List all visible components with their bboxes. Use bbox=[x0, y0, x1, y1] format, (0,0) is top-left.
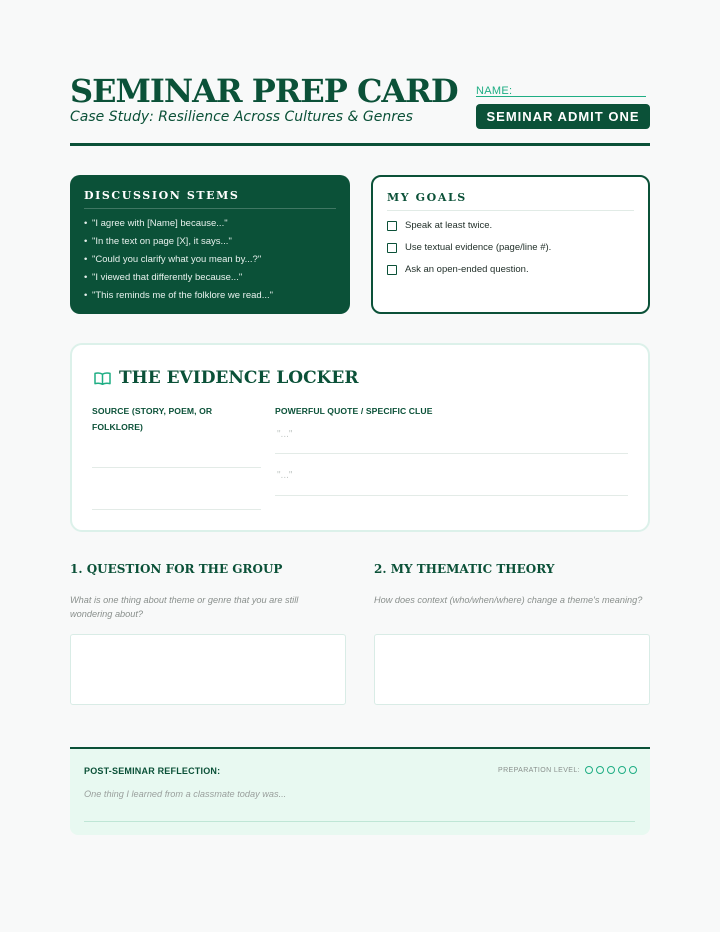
theory-answer-box[interactable] bbox=[374, 634, 650, 705]
goals-card bbox=[371, 175, 650, 314]
rating-dot[interactable] bbox=[585, 766, 593, 774]
evidence-locker-card bbox=[70, 343, 650, 532]
stem-item: • "Could you clarify what you mean by...?" bbox=[84, 251, 336, 269]
question-prompt: What is one thing about theme or genre that you are still wondering about? bbox=[70, 595, 299, 619]
page-title: SEMINAR PREP CARD bbox=[70, 72, 458, 110]
page-subtitle: Case Study: Resilience Across Cultures & Genres bbox=[70, 109, 413, 125]
book-icon bbox=[94, 372, 111, 385]
quote-column-header: POWERFUL QUOTE / SPECIFIC CLUE bbox=[275, 406, 433, 416]
stem-item: • "I agree with [Name] because..." bbox=[84, 215, 336, 233]
name-field[interactable] bbox=[476, 81, 646, 97]
admit-badge: SEMINAR ADMIT ONE bbox=[476, 104, 650, 129]
goal-label: Use textual evidence (page/line #). bbox=[405, 242, 552, 253]
theory-section-title: 2. MY THEMATIC THEORY bbox=[374, 562, 555, 576]
reflection-prompt: One thing I learned from a classmate today was... bbox=[84, 789, 287, 799]
stem-item: • "I viewed that differently because..." bbox=[84, 269, 336, 287]
discussion-stems-heading: DISCUSSION STEMS bbox=[84, 189, 336, 209]
source-line[interactable] bbox=[92, 509, 261, 510]
quote-placeholder: "..." bbox=[277, 470, 293, 481]
source-header-line: SOURCE (STORY, POEM, OR bbox=[92, 406, 213, 416]
stem-item: • "This reminds me of the folklore we read..." bbox=[84, 287, 336, 305]
rating-dot[interactable] bbox=[618, 766, 626, 774]
stem-item: • "In the text on page [X], it says..." bbox=[84, 233, 336, 251]
goal-label: Ask an open-ended question. bbox=[405, 264, 529, 275]
rating-dot[interactable] bbox=[596, 766, 604, 774]
rating-dot[interactable] bbox=[607, 766, 615, 774]
name-label: NAME: bbox=[476, 85, 513, 97]
evidence-locker-title: THE EVIDENCE LOCKER bbox=[119, 368, 359, 388]
goal-label: Speak at least twice. bbox=[405, 220, 493, 231]
reflection-panel bbox=[70, 747, 650, 835]
quote-placeholder: "..." bbox=[277, 429, 293, 440]
preparation-level-rating[interactable] bbox=[585, 766, 637, 774]
theory-prompt: How does context (who/when/where) change a theme's meaning? bbox=[374, 595, 643, 605]
goal-checkbox[interactable] bbox=[387, 243, 397, 253]
quote-line[interactable] bbox=[275, 453, 628, 454]
header bbox=[70, 72, 650, 146]
reflection-answer-line[interactable] bbox=[84, 821, 635, 822]
goal-item[interactable] bbox=[387, 262, 634, 277]
source-column-header bbox=[92, 403, 252, 435]
discussion-stems-list bbox=[84, 215, 336, 305]
header-divider bbox=[70, 143, 650, 146]
goals-heading: MY GOALS bbox=[387, 191, 634, 211]
goal-item[interactable] bbox=[387, 240, 634, 255]
quote-line[interactable] bbox=[275, 495, 628, 496]
source-line[interactable] bbox=[92, 467, 261, 468]
goal-item[interactable] bbox=[387, 218, 634, 233]
discussion-stems-card bbox=[70, 175, 350, 314]
goal-checkbox[interactable] bbox=[387, 221, 397, 231]
preparation-level-label: PREPARATION LEVEL: bbox=[498, 767, 581, 774]
question-answer-box[interactable] bbox=[70, 634, 346, 705]
question-section-title: 1. QUESTION FOR THE GROUP bbox=[70, 562, 283, 576]
goal-checkbox[interactable] bbox=[387, 265, 397, 275]
reflection-heading: POST-SEMINAR REFLECTION: bbox=[84, 766, 221, 776]
source-header-line: FOLKLORE) bbox=[92, 422, 144, 432]
rating-dot[interactable] bbox=[629, 766, 637, 774]
evidence-locker-header bbox=[94, 368, 359, 388]
